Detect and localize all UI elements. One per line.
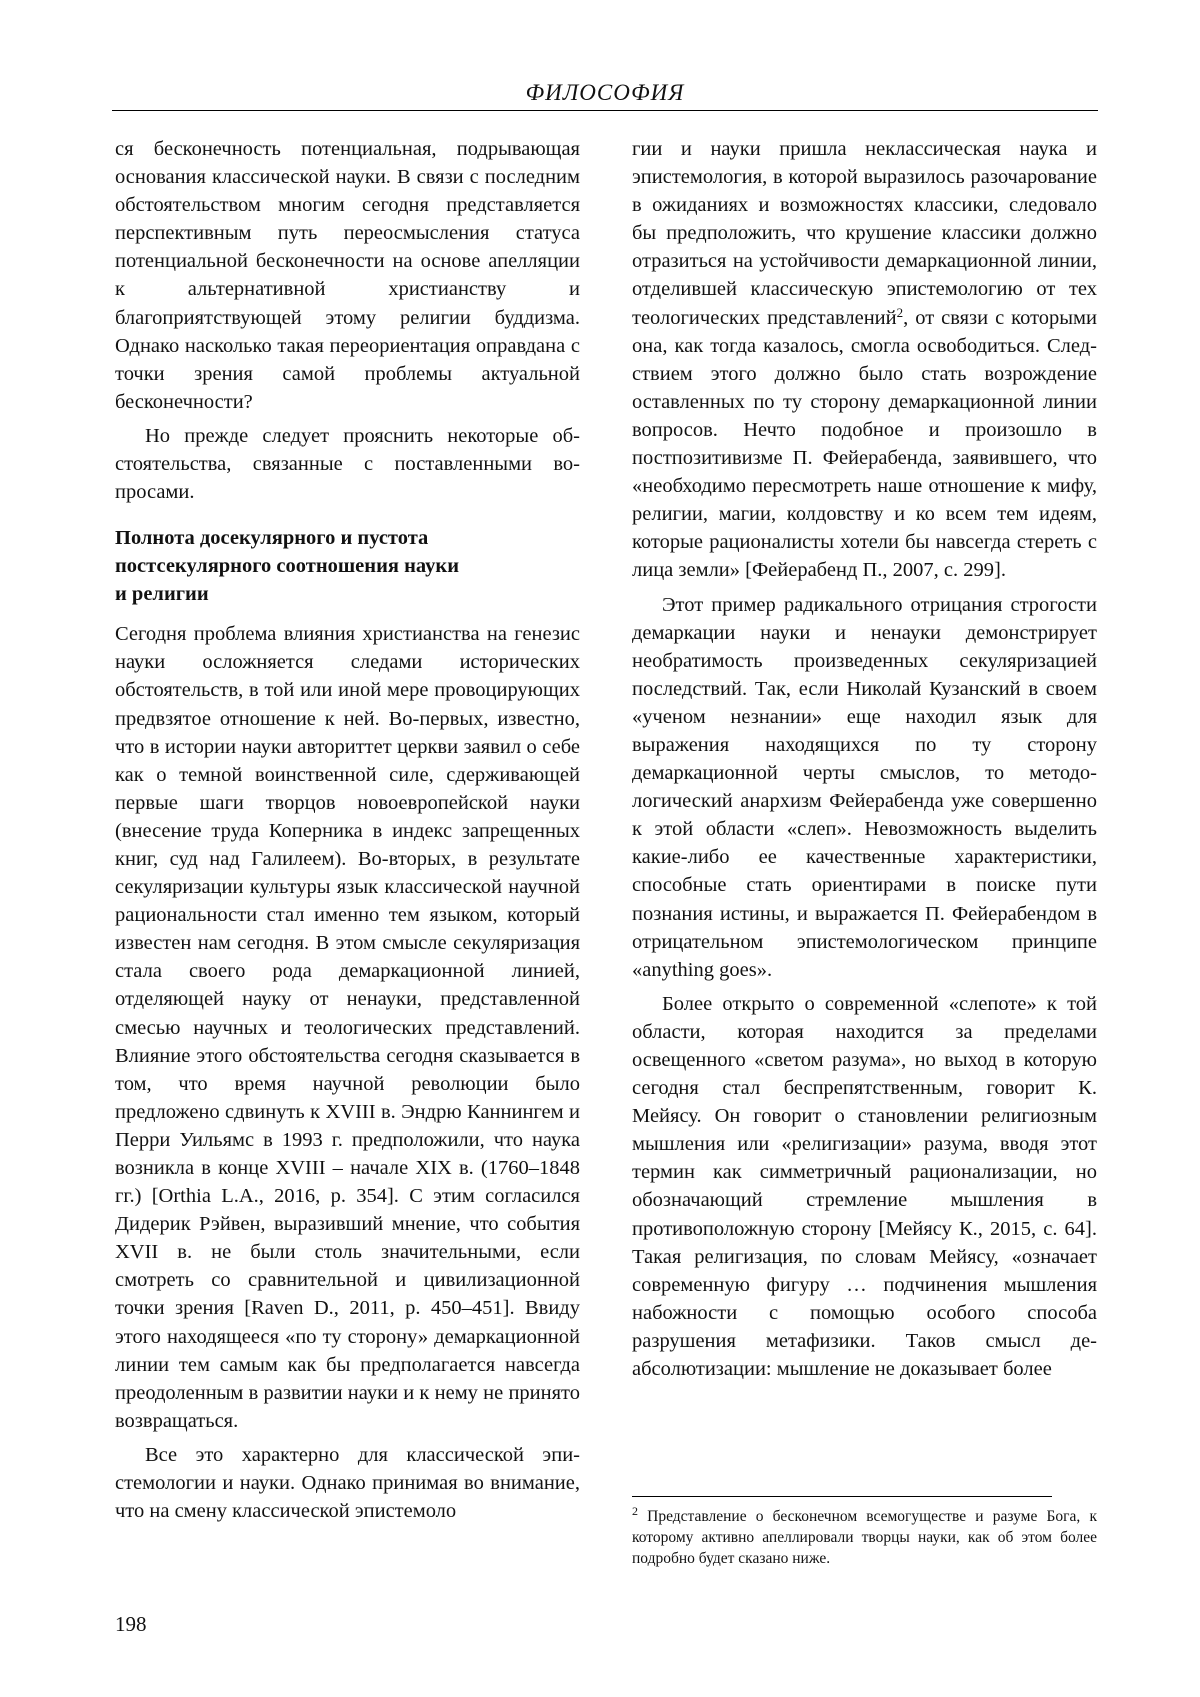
footnote bbox=[632, 1506, 1097, 1569]
paragraph: Но прежде следует прояснить некоторые обстоятельства, связанные с поставленными вопросами. bbox=[115, 424, 580, 504]
paragraph: Все это характерно для классической эпистемологии и науки. Однако принимая во внимание, что на смену классической эпистемоло bbox=[115, 1443, 580, 1523]
left-column bbox=[115, 135, 580, 1531]
page-number: 198 bbox=[115, 1612, 147, 1636]
paragraph: Сегодня проблема влияния христианства на генезис науки осложняется следами исторических обстоятельств, в той или иной мере провоцирующих предвзятое отношение к ней. Во-первых, известно, что в истории науки авториттет церкви заявил о себе как о темной воинственной силе, сдерживающей первые шаги творцов новоевропейской науки (внесение труда Коперника в индекс запрещенных книг, суд над Галилеем). Во-вторых, в результате секуляризации культуры язык классической научной рациональности стал именно тем языком, который известен нам сегодня. В этом смысле секуляризация стала своего рода демаркационной линией, отделяющей науку от ненауки, представленной смесью научных и теологических представлений. Влияние этого обстоятельства сегодня сказывается в том, что время научной революции было предложено сдвинуть к XVIII в. Эндрю Каннингем и Перри Уильямс в 1993 г. предположили, что наука возникла в конце XVIII – начале XIX в. (1760–1848 гг.) [Orthia L.A., 2016, p. 354]. С этим согласился Дидерик Рэйвен, выразивший мнение, что события XVII в. не были столь значительными, если смотреть со сравнительной и цивилизационной точки зрения [Raven D., 2011, p. 450–451]. Ввиду этого находящееся «по ту сторону» демаркационной линии тем самым как бы предполагается навсегда преодоленным в развитии науки и к нему не принято возвращаться. bbox=[115, 623, 580, 1432]
paragraph: Более открыто о современной «слепоте» к той области, которая находится за пределами освещенного «светом разума», но выход в которую сегодня стал беспрепятственным, говорит К. Мейясу. Он говорит о становлении религиозным мышления или «религизации» разума, вводя этот термин как симметричный рационализации, но обозначающий стремление мышления в противоположную сторону [Мейясу К., 2015, с. 64]. Такая религизация, по словам Мейясу, «означает современную фигуру … подчинения мышления набожности с помощью особого способа разрушения метафизики. Таков смысл деабсолютизации: мышление не доказывает более bbox=[632, 992, 1097, 1381]
footnote-marker: 2 bbox=[632, 1504, 638, 1518]
footnote-text: Представление о бесконечном всемогуществе и разуме Бога, к которому активно апеллировали творцы науки, как об этом более подробно будет сказано ниже. bbox=[632, 1508, 1097, 1567]
section-heading-line: постсекулярного соотношения науки bbox=[115, 555, 460, 578]
paragraph: ся бесконечность потенциальная, подрывающая основания классической науки. В связи с последним обстоятельством многим сегодня представляется перспективным путь переосмысления статуса потенциальной бесконечности на основе апелляции к альтернативной христианству и благоприятствующей этому религии буддизма. Однако насколько такая переориентация оправдана с точки зрения самой проблемы актуальной бесконечности? bbox=[115, 138, 580, 413]
paragraph: Этот пример радикального отрицания строгости демаркации науки и ненауки демонстрирует необратимость произведенных секуляризацией последствий. Так, если Николай Кузанский в своем «ученом незнании» еще находил язык для выражения находящихся по ту сторону демаркационной черты смыслов, то методологический анархизм Фейерабенда уже совершенно к этой области «слеп». Невозможность выделить какие-либо ее качественные характеристики, способные стать ориентирами в поиске пути познания истины, и выражается П. Фейерабендом в отрицательном эпистемологическом принципе «anything goes». bbox=[632, 593, 1097, 981]
running-header: ФИЛОСОФИЯ bbox=[525, 80, 685, 105]
section-heading-line: Полнота досекулярного и пустота bbox=[115, 527, 429, 550]
paragraph bbox=[632, 135, 1097, 585]
paragraph-text: гии и науки пришла неклассическая наука и эпистемология, в которой выразилось разочарование в ожиданиях и возможностях классики, следовало бы предположить, что крушение классики должно отразиться на устойчивости демаркационной линии, отделившей классическую эпистемологию от тех теологических представлений bbox=[632, 138, 1097, 329]
section-heading bbox=[115, 524, 580, 608]
footnote-rule bbox=[632, 1496, 1052, 1497]
footnote-reference[interactable]: 2 bbox=[896, 304, 904, 320]
right-column bbox=[632, 135, 1097, 1389]
paragraph-text: , от связи с которыми она, как тогда казалось, смогла освободиться. Следствием этого должно было стать возрождение оставленных по ту сторону демаркационной линии вопросов. Нечто подобное и произошло в постпозитивизме П. Фейерабенда, заявившего, что «необходимо пересмотреть наше отношение к мифу, религии, магии, колдовству и ко всем тем идеям, которые рационалисты хотели бы навсегда стереть с лица земли» [Фейерабенд П., 2007, с. 299]. bbox=[632, 306, 1097, 582]
header-rule bbox=[112, 110, 1098, 111]
section-heading-line: и религии bbox=[115, 583, 209, 606]
